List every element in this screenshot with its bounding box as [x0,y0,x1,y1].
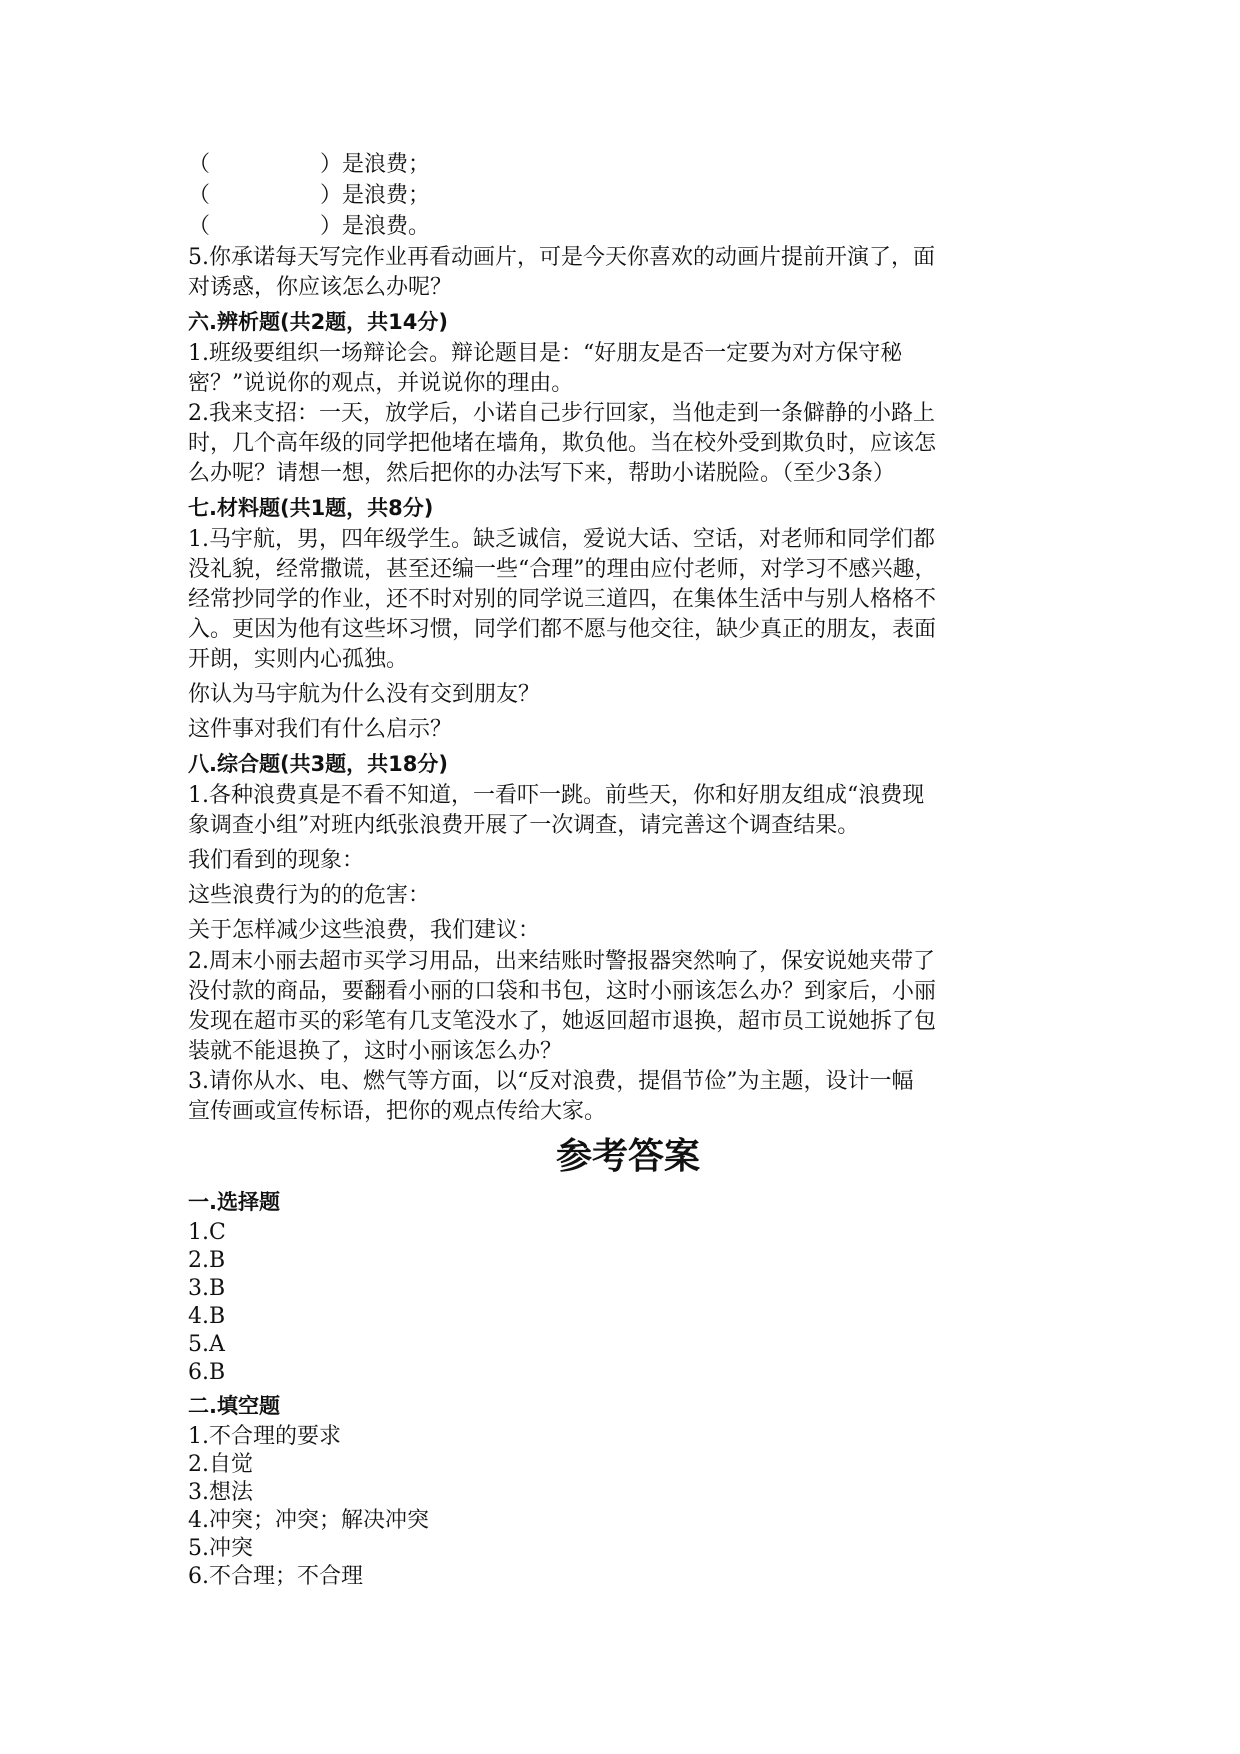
answer-section-heading-2: 二.填空题 [188,1394,280,1418]
document-page [188,150,1068,1591]
text-line: 入。更因为他有这些坏习惯，同学们都不愿与他交往，缺少真正的朋友，表面 [188,617,937,642]
text-line: 对诱惑，你应该怎么办呢？ [188,275,453,300]
question-7-1 [188,525,1068,675]
text-line: 1.班级要组织一场辩论会。辩论题目是：“好朋友是否一定要为对方保守秘 [188,341,903,366]
question-prompt: 这些浪费行为的的危害： [188,883,431,908]
text-line: 经常抄同学的作业，还不时对别的同学说三道四，在集体生活中与别人格格不 [188,587,937,612]
blank-line: （ ）是浪费。 [188,214,431,239]
text-line: 开朗，实则内心孤独。 [188,647,409,672]
answer-item: 6.B [188,1360,226,1385]
text-line: 没付款的商品，要翻看小丽的口袋和书包，这时小丽该怎么办？到家后，小丽 [188,979,937,1004]
answer-item: 2.B [188,1248,226,1273]
section-heading-8: 八.综合题(共3题，共18分) [188,752,449,776]
answer-key-title: 参考答案 [555,1136,700,1177]
question-6-1 [188,339,1068,399]
question-8-2 [188,947,1068,1067]
answer-item: 5.冲突 [188,1536,253,1561]
text-line: 没礼貌，经常撒谎，甚至还编一些“合理”的理由应付老师，对学习不感兴趣， [188,557,937,582]
question-6-2 [188,399,1068,489]
answer-item: 1.不合理的要求 [188,1424,341,1449]
question-prompt: 关于怎样减少这些浪费，我们建议： [188,918,541,943]
text-line: 宣传画或宣传标语，把你的观点传给大家。 [188,1099,607,1124]
answer-item: 4.B [188,1304,226,1329]
question-prompt: 我们看到的现象： [188,848,365,873]
answer-item: 6.不合理；不合理 [188,1564,363,1589]
text-line: 1.各种浪费真是不看不知道，一看吓一跳。前些天，你和好朋友组成“浪费现 [188,783,925,808]
blank-line: （ ）是浪费； [188,152,431,177]
question-8-3 [188,1067,1068,1127]
answer-item: 5.A [188,1332,225,1357]
text-line: 3.请你从水、电、燃气等方面，以“反对浪费，提倡节俭”为主题，设计一幅 [188,1069,914,1094]
answer-section-heading-1: 一.选择题 [188,1190,280,1214]
answer-list-1 [188,1219,1068,1387]
section-heading-6: 六.辨析题(共2题，共14分) [188,310,449,334]
question-prompt: 这件事对我们有什么启示？ [188,717,453,742]
text-line: 2.周末小丽去超市买学习用品，出来结账时警报器突然响了，保安说她夹带了 [188,949,935,974]
text-line: 时，几个高年级的同学把他堵在墙角，欺负他。当在校外受到欺负时，应该怎 [188,431,937,456]
section-heading-7: 七.材料题(共1题，共8分) [188,496,434,520]
blank-line: （ ）是浪费； [188,183,431,208]
text-line: 发现在超市买的彩笔有几支笔没水了，她返回超市退换，超市员工说她拆了包 [188,1009,937,1034]
text-line: 1.马宇航，男，四年级学生。缺乏诚信，爱说大话、空话，对老师和同学们都 [188,527,935,552]
answer-list-2 [188,1423,1068,1591]
text-line: 5.你承诺每天写完作业再看动画片，可是今天你喜欢的动画片提前开演了，面 [188,245,935,270]
answer-item: 1.C [188,1220,226,1245]
answer-item: 3.想法 [188,1480,253,1505]
answer-item: 2.自觉 [188,1452,253,1477]
answer-item: 4.冲突；冲突；解决冲突 [188,1508,429,1533]
question-prompt: 你认为马宇航为什么没有交到朋友？ [188,682,541,707]
text-line: 密？”说说你的观点，并说说你的理由。 [188,371,574,396]
text-line: 装就不能退换了，这时小丽该怎么办？ [188,1039,563,1064]
text-line: 象调查小组”对班内纸张浪费开展了一次调查，请完善这个调查结果。 [188,813,860,838]
question-5 [188,243,1068,303]
question-8-1 [188,781,1068,841]
text-line: 2.我来支招：一天，放学后，小诺自己步行回家，当他走到一条僻静的小路上 [188,401,935,426]
text-line: 么办呢？请想一想，然后把你的办法写下来，帮助小诺脱险。（至少3条） [188,461,895,486]
answer-item: 3.B [188,1276,226,1301]
